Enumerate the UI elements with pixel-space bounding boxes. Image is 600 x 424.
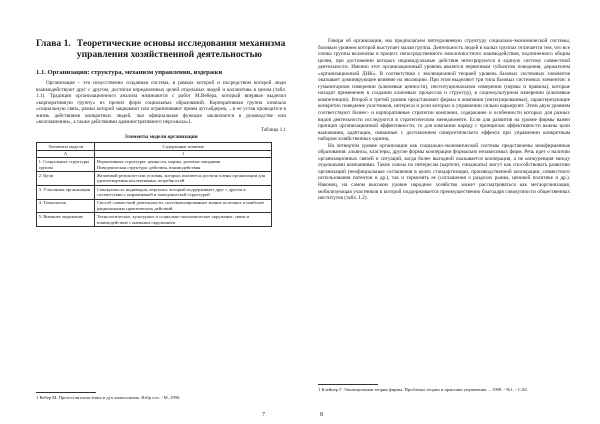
column-index: 1 (95, 151, 272, 158)
footnote-rule (36, 392, 96, 393)
table-cell-content: Технологическое, культурное и социально-экономическое окружение, связи и взаимодействие с внешним окружением (95, 213, 272, 227)
footnote (36, 392, 268, 401)
table-index-row (37, 151, 272, 158)
table-cell-content: Способ совместной деятельности, систематизированное знание полезных и наиболее рациональных практических действий (95, 199, 272, 213)
section-title: 1.1. Организация: структура, механизм управления, издержки (36, 69, 223, 76)
page-number: 8 (320, 412, 323, 418)
body-paragraph: На четвертом уровне организации как социально-экономической системы представлены межфирменные образования: альянсы, кластеры, другие формы кооперации формально независимых фирм. Речь идет о наличии организационных связей и ситуаций, когда более выгодной оказывается кооперация, а не конкуренция между отдельными компаниями. Такие союзы по интересам (картели, синдикаты) могут как способствовать развитию организаций (неофициальные соглашения в целях стандартизации, производственной кооперации, совместного использования патентов и др.), так и тормозить ее (соглашения о разделах рынка, ценовой политике и др.). Наконец, на самом высоком уровне народное хозяйство может рассматриваться как метаорганизация, мобилизующая участников в которой поддерживается преимущественно благодаря совокупности общественных институтов (табл. 1.2). (318, 142, 570, 202)
column-index: А (37, 151, 95, 158)
table-row (37, 199, 272, 213)
page-number: 7 (262, 412, 265, 418)
table-caption: Таблица 1.1 (260, 128, 286, 134)
table-cell-element: 2. Цели (37, 171, 95, 185)
table-header: Элементы модели (37, 143, 95, 151)
body-paragraph: Организация – это искусственно созданная система, в рамках которой и посредством которой люди взаимодействуют друг с другом, достигая определенных целей отдельных людей и коллектива в целом (табл. 1.1). Традиции организационного анализа начинаются с работ М.Вебера, который впервые выделил «корпоративную группу» из прочих форм социальных образований. Корпоративная группа означала «социальную связь, рамки которой закрывают или ограничивают прием аутсайдеров, ...и ее устав проводится в жизнь действиями конкретных людей, чья официальная функция заключается в руководстве или «возглавлении», а также действиями административного персонала»1. (36, 80, 286, 126)
table-row (37, 185, 272, 199)
table-cell-element: 3. Участники организации (37, 185, 95, 199)
right-page (300, 0, 600, 424)
table-cell-content: Нормативные структуры: ценности, нормы, ролевые ожидания Поведенческая структура: действия, взаимодействия (95, 158, 272, 172)
table-row (37, 213, 272, 227)
footnote-text: 1 Клейнер Г. Эволюционная теория фирмы. Проблемы теории и практики управления. – 1998. - №1. - С.84. (318, 387, 528, 392)
table-header-row (37, 143, 272, 151)
table-header: Содержание понятия (95, 143, 272, 151)
table-title: Элементы модели организации (124, 134, 198, 141)
chapter-heading (36, 38, 286, 60)
footnote (318, 384, 568, 393)
table-row (37, 158, 272, 172)
footnote-rule (318, 384, 378, 385)
organization-model-table (36, 142, 272, 227)
body-paragraph: Говоря об организации, мы предполагаем пятиуровневую структуру социально-экономической системы, базовым уровнем которой выступает малая группа. Деятельность людей в малых группах отличается тем, что все члены группы включены в процесс непосредственного межличностного взаимодействия, подчиненного общим целям, при достижении которых индивидуальные действия интегрируются в единую систему совместной деятельности. Именно этот организационный уровень является первичным субъектом поведения, держателем «организационной ДНК». В соответствии с эволюционной теорией уровень базовых системных элементов оказывает доминирующее влияние на эволюцию. При этом выделяют три типа базовых системных элементов: в гуманитарном измерении (ключевые ценности), институциональном измерении (нормы и правила), которые находят применение в создании ключевых процессов и структур), в социокультурном измерении (ключевые компетенции). Второй и третий уровни представляют фирмы и компании (интегрированные), характеризующие конкретно поведение участников, интересы и роли которых в управлении сильно варьируют. Этим двум уровням соответствуют бизнес- и корпоративные стратегии компании, содержание и особенности которых для разных видов деятельности исследуются в стратегическом менеджменте. Если для развития на уровне фирмы важен принцип организационной эффективности, то для компании наряду с принципом эффективности важны цели выживания, адаптации, связанные с достижением синергетического эффекта при управлении конкретным набором хозяйственных единиц. (318, 38, 570, 143)
chapter-title: Теоретические основы исследования механизма управления хозяйственной деятельностью (76, 38, 286, 60)
table-cell-element: 1. Социальные структуры группы (37, 158, 95, 172)
table-cell-content: Совокупность индивидов, персонал, который поддерживает друг с другом в соответствии с нормативной и поведенческой структурой (95, 185, 272, 199)
footnote-text: 1 Вебер М. Протестантская этика и дух капитализма. Избр.соч. - М.,1990. (36, 395, 181, 400)
table-cell-element: 4. Технология (37, 199, 95, 213)
table-row (37, 171, 272, 185)
table-cell-content: Желаемый результат или условия, которых пытаются достичь члены организации для удовлетворения коллективных потребностей (95, 171, 272, 185)
table-cell-element: 5. Внешнее окружение (37, 213, 95, 227)
chapter-number: Глава 1. (36, 38, 71, 49)
